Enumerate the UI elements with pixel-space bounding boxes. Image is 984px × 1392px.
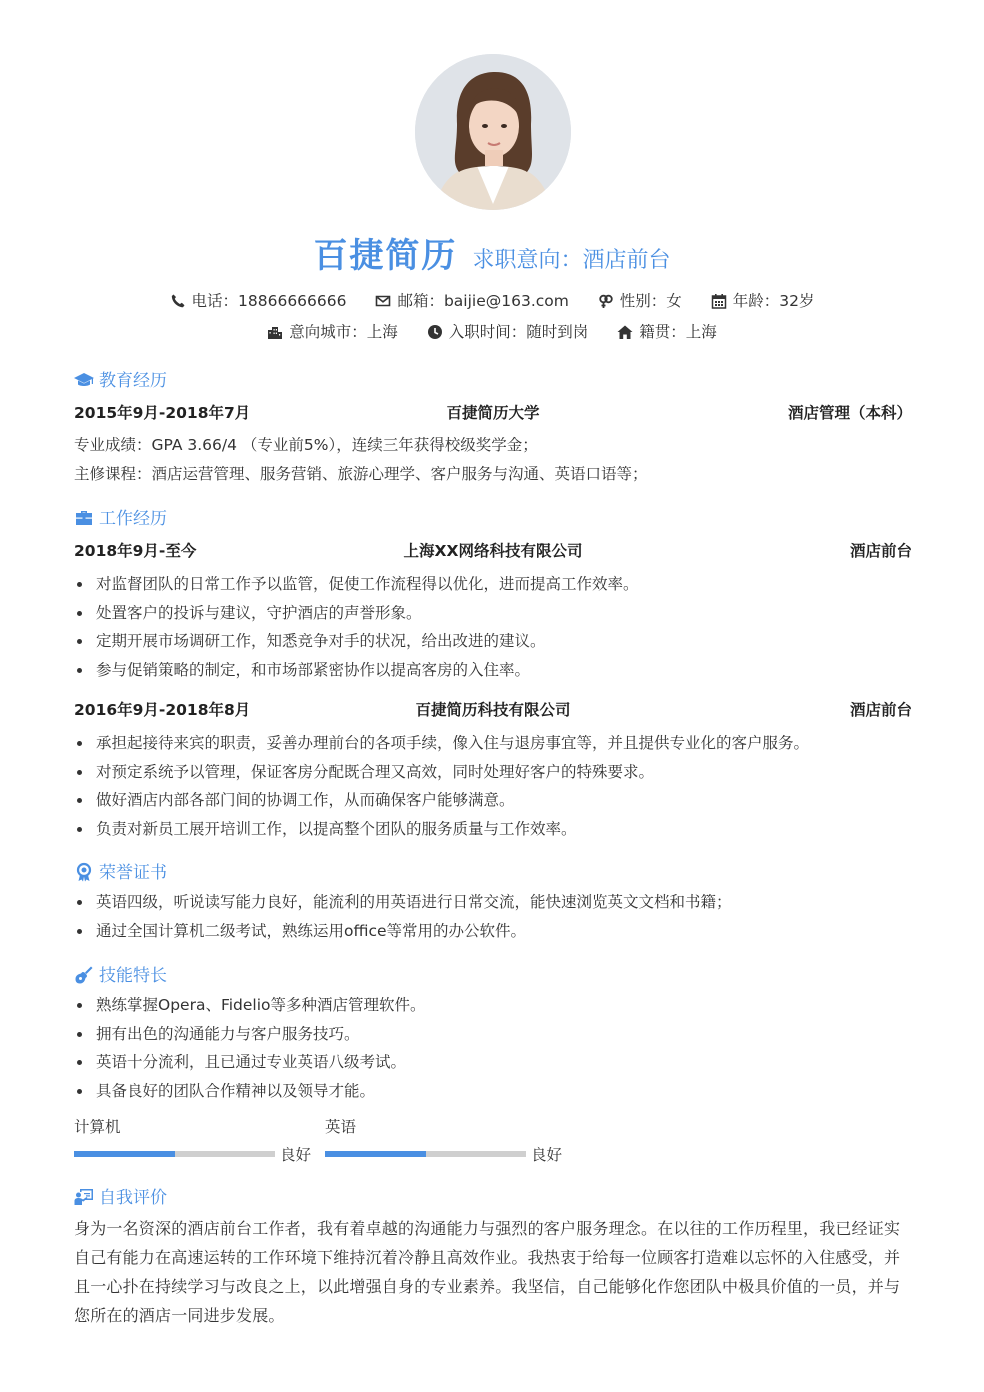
guitar-icon (74, 965, 94, 985)
skills-title-text: 技能特长 (99, 966, 167, 986)
phone-item (170, 289, 347, 311)
briefcase-icon (74, 508, 94, 528)
city-text: 意向城市：上海 (289, 323, 398, 341)
home-icon (617, 324, 633, 340)
skill-bar-fill (74, 1151, 175, 1157)
list-item: 参与促销策略的制定，和市场部紧密协作以提高客房的入住率。 (74, 656, 914, 685)
origin-item (617, 320, 717, 342)
job-intent: 求职意向：酒店前台 (472, 248, 671, 273)
email-text: 邮箱：baijie@163.com (397, 292, 569, 310)
skills-section-title (74, 961, 167, 986)
city-item (267, 320, 398, 342)
building-icon (267, 324, 283, 340)
origin-text: 籍贯：上海 (639, 323, 717, 341)
education-major: 酒店管理（本科） (787, 404, 912, 422)
list-item: 熟练掌握Opera、Fidelio等多种酒店管理软件。 (74, 991, 914, 1020)
education-title-text: 教育经历 (99, 371, 167, 391)
honors-list (74, 888, 914, 945)
list-item: 做好酒店内部各部门间的协调工作，从而确保客户能够满意。 (74, 786, 914, 815)
summary-text: 身为一名资深的酒店前台工作者，我有着卓越的沟通能力与强烈的客户服务理念。在以往的工作历程里，我已经证实自己有能力在高速运转的工作环境下维持沉着冷静且高效作业。我热衷于给每一位顾客打造难以忘怀的入住感受，并且一心扑在持续学习与改良之上，以此增强自身的专业素养。我坚信，自己能够化作您团队中极具价值的一员，并与您所在的酒店一同进步发展。 (74, 1219, 901, 1325)
skill-bar-fill (325, 1151, 426, 1157)
list-item: 具备良好的团队合作精神以及领导才能。 (74, 1077, 914, 1106)
honors-title-text: 荣誉证书 (99, 863, 167, 883)
job-row (74, 698, 912, 722)
education-school: 百捷简历大学 (446, 404, 540, 422)
summary-title-text: 自我评价 (99, 1188, 167, 1208)
award-icon (74, 862, 94, 882)
skill-level: 良好 (531, 1146, 563, 1164)
job-duties-list (74, 570, 914, 684)
skill-label: 计算机 (74, 1118, 121, 1136)
mail-icon (375, 293, 391, 309)
clock-icon (427, 324, 443, 340)
skill-bar-track (325, 1151, 526, 1157)
email-item (375, 289, 568, 311)
start-text: 入职时间：随时到岗 (448, 323, 589, 341)
education-details (74, 431, 914, 489)
work-title-text: 工作经历 (99, 509, 167, 529)
list-item: 对预定系统予以管理，保证客房分配既合理又高效，同时处理好客户的特殊要求。 (74, 758, 914, 787)
calendar-icon (711, 293, 727, 309)
summary-section-title (74, 1183, 167, 1208)
education-row (74, 401, 912, 425)
skills-list (74, 991, 914, 1105)
job-period: 2016年9月-2018年8月 (74, 701, 251, 719)
job-period: 2018年9月-至今 (74, 542, 197, 560)
job-role: 酒店前台 (849, 701, 912, 719)
job-company: 百捷简历科技有限公司 (415, 701, 571, 719)
list-item: 负责对新员工展开培训工作，以提高整个团队的服务质量与工作效率。 (74, 815, 914, 844)
phone-text: 电话：18866666666 (191, 292, 347, 310)
skill-level: 良好 (280, 1146, 312, 1164)
job-role: 酒店前台 (849, 542, 912, 560)
portrait-photo (415, 54, 571, 210)
list-item: 承担起接待来宾的职责，妥善办理前台的各项手续，像入住与退房事宜等，并且提供专业化的客户服务。 (74, 729, 914, 758)
skill-bar-track (74, 1151, 275, 1157)
education-line: 主修课程：酒店运营管理、服务营销、旅游心理学、客户服务与沟通、英语口语等； (74, 465, 648, 483)
job-company: 上海XX网络科技有限公司 (403, 542, 583, 560)
list-item: 英语十分流利，且已通过专业英语八级考试。 (74, 1048, 914, 1077)
resume-header (0, 228, 984, 277)
contact-info-row-1 (0, 289, 984, 311)
education-period: 2015年9月-2018年7月 (74, 404, 251, 422)
job-row (74, 539, 912, 563)
gender-text: 性别：女 (619, 292, 682, 310)
list-item: 定期开展市场调研工作，知悉竞争对手的状况，给出改进的建议。 (74, 627, 914, 656)
start-item (427, 320, 589, 342)
honors-section-title (74, 858, 167, 883)
list-item: 对监督团队的日常工作予以监管，促使工作流程得以优化，进而提高工作效率。 (74, 570, 914, 599)
work-section-title (74, 504, 167, 529)
list-item: 处置客户的投诉与建议，守护酒店的声誉形象。 (74, 599, 914, 628)
phone-icon (170, 293, 186, 309)
gender-icon (598, 293, 614, 309)
contact-info-row-2 (0, 320, 984, 342)
age-text: 年龄：32岁 (732, 292, 815, 310)
list-item: 拥有出色的沟通能力与客户服务技巧。 (74, 1020, 914, 1049)
avatar (415, 54, 571, 210)
age-item (711, 289, 815, 311)
education-line: 专业成绩：GPA 3.66/4 （专业前5%），连续三年获得校级奖学金； (74, 436, 538, 454)
graduation-cap-icon (74, 370, 94, 390)
list-item: 英语四级，听说读写能力良好，能流利的用英语进行日常交流，能快速浏览英文文档和书籍； (74, 888, 914, 917)
skill-label: 英语 (325, 1118, 357, 1136)
job-duties-list (74, 729, 914, 843)
resume-name: 百捷简历 (313, 236, 458, 276)
education-section-title (74, 366, 167, 391)
presenter-icon (74, 1187, 94, 1207)
list-item: 通过全国计算机二级考试，熟练运用office等常用的办公软件。 (74, 917, 914, 946)
gender-item (598, 289, 682, 311)
